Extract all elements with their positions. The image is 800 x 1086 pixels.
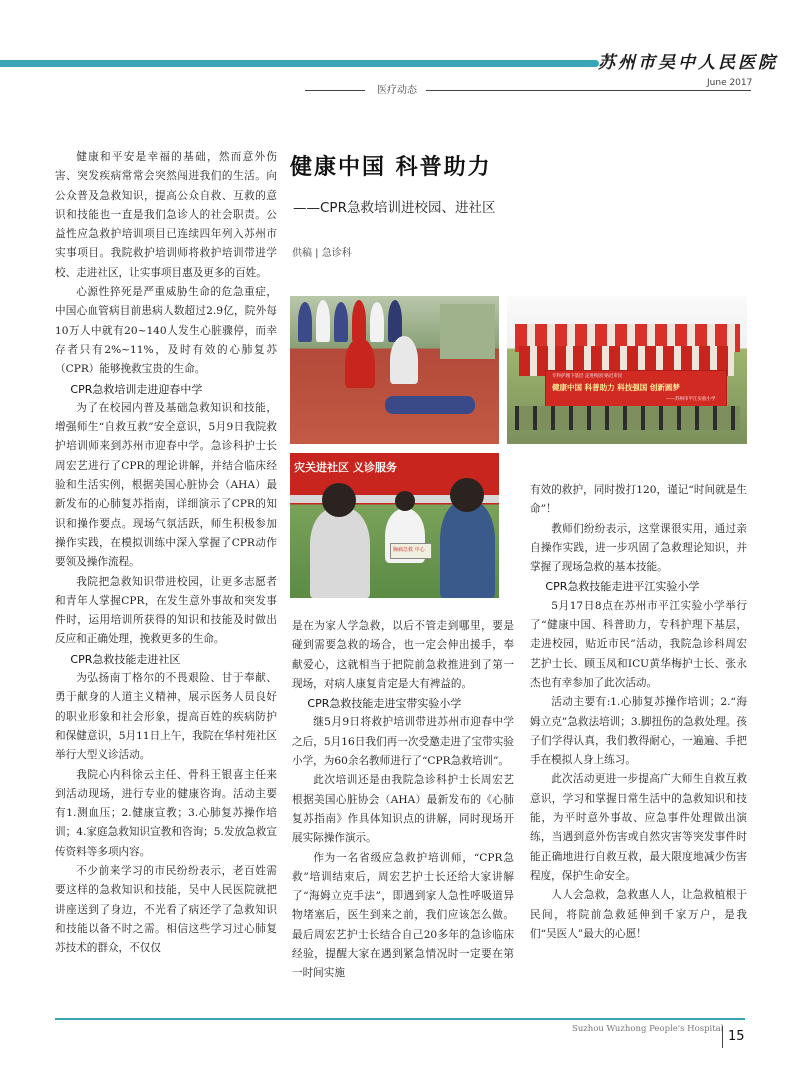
text-column-1 xyxy=(55,148,277,958)
photo-figure xyxy=(316,300,330,342)
section-heading: CPR急救培训走进迎春中学 xyxy=(70,382,203,396)
banner-text-line2: 健康中国 科普助力 科技强国 创新圆梦 xyxy=(552,383,680,392)
paragraph: 人人会急救，急救惠人人，让急救植根于民间，将院前急救延伸到千家万户，是我们“吴医人”最大的心愿！ xyxy=(530,889,747,940)
footer-hospital-english-name: Suzhou Wuzhong People's Hospital xyxy=(572,1024,724,1034)
paragraph: 我院心内科徐云主任、骨科王银喜主任来到活动现场，进行专业的健康咨询。活动主要有1.测血压；2.健康宣教；3.心肺复苏操作培训；4.家庭急救知识宣教和咨询；5.发放急救宣传资料等多项内容。 xyxy=(55,768,277,858)
paragraph: 此次培训还是由我院急诊科护士长周宏艺根据美国心脏协会（AHA）最新发布的《心肺复苏指南》作具体知识点的讲解，同时现场开展实际操作演示。 xyxy=(292,774,514,845)
photo-cpr-mannequin xyxy=(385,396,475,414)
photo-figure xyxy=(334,302,348,342)
photo-figure-head xyxy=(322,483,356,517)
photo-banner-text: 灾关进社区 义诊服务 xyxy=(294,461,397,474)
paragraph: 有效的救护，同时拨打120，谨记“时间就是生命”！ xyxy=(530,484,747,516)
paragraph: 活动主要有:1.心肺复苏操作培训；2.“海姆立克”急救法培训；3.脚扭伤的急救处理。孩子们学得认真，我们教得耐心，一遍遍、手把手在模拟人身上练习。 xyxy=(530,696,747,767)
footer-separator xyxy=(722,1026,723,1048)
section-heading: CPR急救技能走进宝带实验小学 xyxy=(307,697,462,711)
article-subtitle: ——CPR急救培训进校园、进社区 xyxy=(293,200,496,216)
photo-figure xyxy=(298,302,312,342)
photo-figure-trainer xyxy=(345,338,375,388)
photo-fence xyxy=(440,304,495,359)
paragraph: 我院把急救知识带进校园，让更多志愿者和青年人掌握CPR，在发生意外事故和突发事件时，运用培训所获得的知识和技能及时做出反应和正确处理，挽救更多的生命。 xyxy=(55,575,277,646)
header-rule-left xyxy=(305,90,365,91)
photo-figure-head xyxy=(395,491,415,511)
paragraph: 为了在校园内普及基础急救知识和技能，增强师生“自救互救”安全意识，5月9日我院救护培训师来到苏州市迎春中学。急诊科护士长周宏艺进行了CPR的理论讲解，并结合临床经验和生活实例，根据美国心脏协会（AHA）最新发布的心肺复苏指南，详细演示了CPR的知识和操作要点。现场气氛活跃，师生积极参加操作实践，在模拟训练中深入掌握了CPR动作要领及操作流程。 xyxy=(55,401,277,569)
photo-sign-card xyxy=(390,543,432,559)
footer-rule xyxy=(55,1018,745,1020)
photo-group-banner xyxy=(507,296,747,444)
article-byline: 供稿 | 急诊科 xyxy=(292,248,352,259)
hospital-name-logo: 苏州市吴中人民医院 xyxy=(598,53,778,73)
banner-text-line3: ——苏州市平江实验小学 xyxy=(666,397,716,402)
paragraph: 不少前来学习的市民纷纷表示，老百姓需要这样的急救知识和技能，吴中人民医院就把讲座送到了身边，不光看了病还学了急救知识和技能以备不时之需。相信这些学习过心肺复苏技术的群众，不仅仅 xyxy=(55,864,277,955)
photo-figure xyxy=(352,300,366,342)
photo-figure-head xyxy=(450,478,484,512)
paragraph: 是在为家人学急救，以后不管走到哪里，要是碰到需要急救的场合，也一定会伸出援手，奉献爱心，这就相当于把院前急救推进到了第一现场，对病人康复肯定是大有裨益的。 xyxy=(292,620,514,690)
header-accent-bar-end xyxy=(575,60,599,67)
paragraph: 作为一名省级应急救护培训师，“CPR急救”培训结束后，周宏艺护士长还给大家讲解了“海姆立克手法”，即遇到家人急性呼吸道异物堵塞后，医生到来之前，我们应该怎么做。最后周宏艺护士长结合自己20多年的急诊临床经验，提醒大家在遇到紧急情况时一定要在第一时间实施 xyxy=(292,851,514,980)
photo-red-banner xyxy=(545,370,727,408)
issue-date: June 2017 xyxy=(707,78,753,88)
photo-figure-patient xyxy=(310,508,370,598)
photo-community-consultation xyxy=(290,453,499,598)
text-column-2 xyxy=(292,617,514,984)
header-rule-right xyxy=(426,90,751,91)
paragraph: 健康和平安是幸福的基础，然而意外伤害、突发疾病常常会突然闯进我们的生活。向公众普及急救知识，提高公众自救、互救的意识和技能也一直是我们急诊人的社会职责。公益性应急救护培训项目已连续四年列入苏州市实事项目。我院救护培训师将救护培训带进学校、走进社区，让实事项目惠及更多的百姓。 xyxy=(55,151,277,279)
banner-text-line1: 专科护理下基层 走进校园 贴近市民 xyxy=(552,374,623,379)
photo-group-legs xyxy=(515,406,740,430)
photo-figure xyxy=(370,302,384,342)
text-column-3 xyxy=(530,481,747,944)
photo-cpr-training-school xyxy=(290,296,499,444)
section-heading: CPR急救技能走进社区 xyxy=(70,652,181,666)
paragraph: 继5月9日将救护培训带进苏州市迎春中学之后，5月16日我们再一次受邀走进了宝带实验小学，为60余名教师进行了“CPR急救培训”。 xyxy=(292,716,514,768)
header-accent-bar xyxy=(0,60,592,67)
paragraph: 教师们纷纷表示，这堂课很实用，通过亲自操作实践，进一步巩固了急救理论知识，并掌握了现场急救的基本技能。 xyxy=(530,522,747,574)
section-label: 医疗动态 xyxy=(377,85,417,96)
photo-figure-visitor xyxy=(440,501,495,598)
paragraph: 为弘扬南丁格尔的不畏艰险、甘于奉献、勇于献身的人道主义精神，展示医务人员良好的职业形象和社会形象，提高百姓的疾病防护和保健意识，5月11日上午，我院在华村苑社区举行大型义诊活动。 xyxy=(55,672,277,762)
page-number: 15 xyxy=(728,1029,745,1044)
paragraph: 5月17日8点在苏州市平江实验小学举行了“健康中国、科普助力，专科护理下基层，走进校园，贴近市民”活动，我院急诊科周宏艺护士长、顾玉凤和ICU黄华梅护士长、张永杰也有幸参加了此次活动。 xyxy=(530,599,747,689)
section-heading: CPR急救技能走进平江实验小学 xyxy=(545,580,700,594)
article-title: 健康中国 科普助力 xyxy=(290,155,492,180)
photo-sign-text: 胸痛急救 中心 xyxy=(393,547,425,553)
paragraph: 心源性猝死是严重威胁生命的危急重症，中国心血管病目前患病人数超过2.9亿，院外每10万人中就有20~140人发生心脏骤停，而幸存者只有2%~11%，及时有效的心肺复苏（CPR）能够挽救宝贵的生命。 xyxy=(55,286,277,376)
photo-figure-student xyxy=(390,336,418,384)
paragraph: 此次活动更进一步提高广大师生自救互救意识，学习和掌握日常生活中的急救知识和技能，为平时意外事故、应急事件处理做出演练，当遇到意外伤害或自然灾害等突发事件时能正确地进行自救互救，最大限度地减少伤害程度，保护生命安全。 xyxy=(530,773,747,882)
